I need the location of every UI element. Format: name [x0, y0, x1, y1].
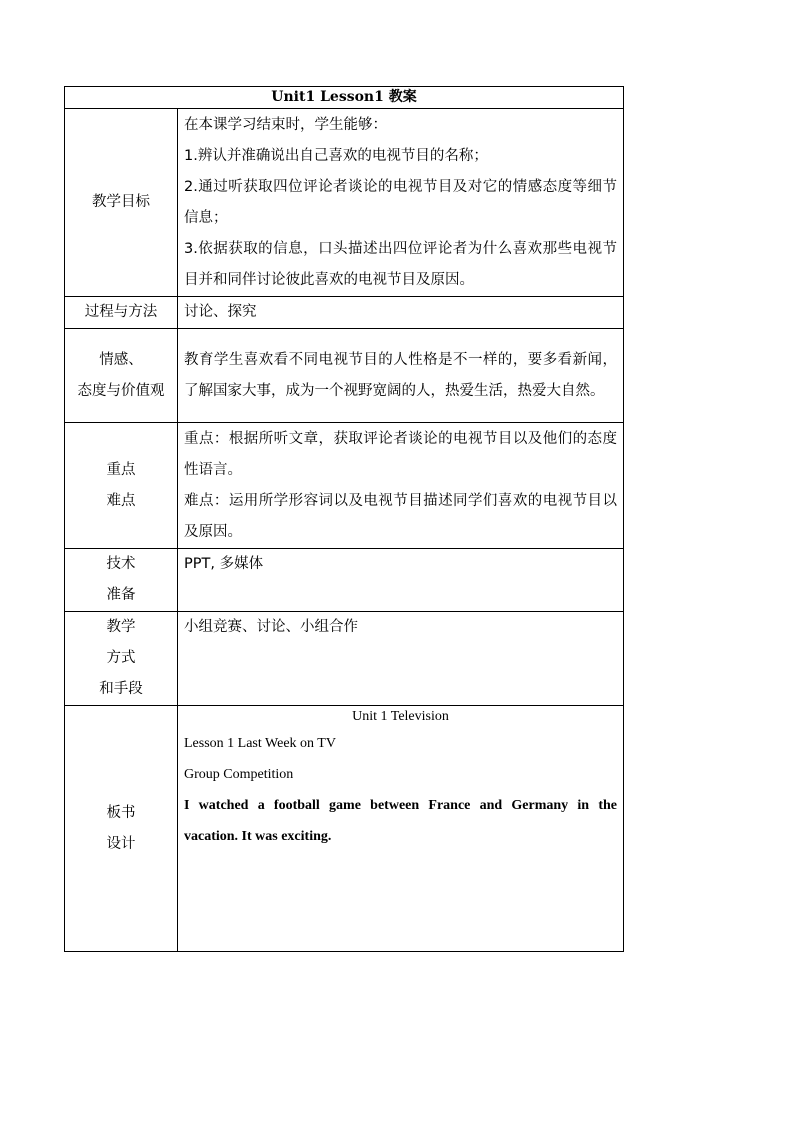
board-design-content — [178, 706, 624, 952]
lesson-plan-table — [64, 86, 624, 952]
objectives-content — [178, 109, 624, 297]
methods-line: 小组竞赛、讨论、小组合作 — [184, 619, 358, 635]
methods-content — [178, 612, 624, 706]
board-label-line: 板书 — [106, 804, 136, 821]
difficult-point-line: 难点：运用所学形容词以及电视节目描述同学们喜欢的电视节目以及原因。 — [184, 492, 617, 540]
methods-label-line: 方式 — [106, 650, 136, 666]
key-point-line: 重点：根据所听文章，获取评论者谈论的电视节目以及他们的态度性语言。 — [184, 430, 617, 478]
attitude-label — [65, 329, 178, 423]
methods-label — [65, 612, 178, 706]
process-content — [178, 297, 624, 329]
key-points-label — [65, 423, 178, 549]
board-example-sentence: I watched a football game between France and Germany in the vacation. It was exciting. — [184, 798, 617, 844]
objectives-line: 2.通过听获取四位评论者谈论的电视节目及对它的情感态度等细节信息； — [184, 178, 617, 226]
attitude-content — [178, 329, 624, 423]
tech-line: PPT, 多媒体 — [184, 556, 264, 572]
key-points-label-line: 重点 — [106, 461, 136, 478]
methods-label-line: 和手段 — [99, 681, 143, 697]
tech-label-line: 准备 — [106, 587, 136, 603]
objectives-line: 1.辨认并准确说出自己喜欢的电视节目的名称； — [184, 147, 488, 164]
objectives-label-line: 教学目标 — [92, 194, 150, 210]
lesson-plan-title: Unit1 Lesson1 教案 — [65, 87, 624, 109]
board-unit-heading: Unit 1 Television — [352, 709, 449, 724]
process-label-line: 过程与方法 — [84, 304, 158, 320]
objectives-label — [65, 109, 178, 297]
attitude-label-line: 态度与价值观 — [77, 382, 165, 399]
methods-label-line: 教学 — [106, 619, 136, 635]
key-points-content — [178, 423, 624, 549]
attitude-line: 教育学生喜欢看不同电视节目的人性格是不一样的，要多看新闻，了解国家大事，成为一个视野宽阔的人，热爱生活，热爱大自然。 — [184, 351, 617, 399]
board-label — [65, 706, 178, 952]
process-label — [65, 297, 178, 329]
objectives-line: 在本课学习结束时，学生能够： — [184, 116, 387, 133]
key-points-label-line: 难点 — [106, 492, 136, 509]
tech-label — [65, 549, 178, 612]
process-line: 讨论、探究 — [184, 304, 257, 320]
tech-content — [178, 549, 624, 612]
board-lesson-title: Lesson 1 Last Week on TV — [184, 736, 336, 751]
board-group-competition: Group Competition — [184, 767, 294, 782]
objectives-line: 3.依据获取的信息，口头描述出四位评论者为什么喜欢那些电视节目并和同伴讨论彼此喜欢的电视节目及原因。 — [184, 240, 617, 288]
board-label-line: 设计 — [106, 835, 136, 852]
attitude-label-line: 情感、 — [99, 351, 143, 368]
tech-label-line: 技术 — [106, 556, 136, 572]
